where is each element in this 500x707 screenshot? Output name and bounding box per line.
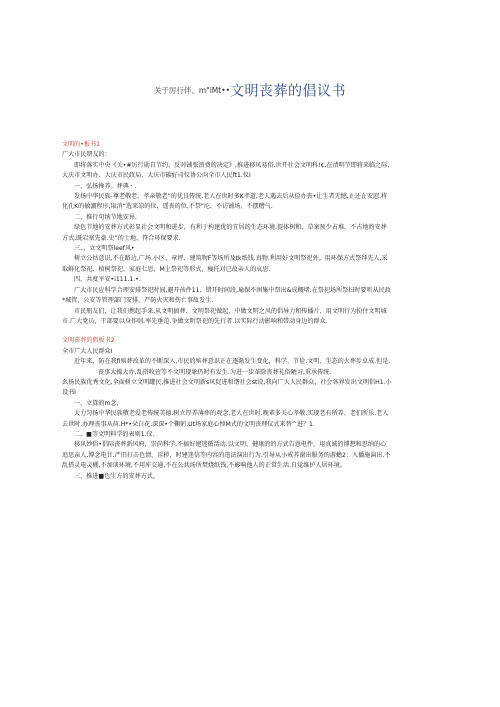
body-line: 乱搭灵电灵棚,不加谈环境,不用库交通,不在公共场所焚烧纸钱,不影响他人的正常生活.自觉维护人居环境。: [62, 462, 346, 470]
body-line: 追思亲人,博念电甘.严旧打击色情、淫秽，时建迷信等内容的违法演出行为.引导从小戒养谢出服务的游蟾2：入播施演出.不: [62, 451, 391, 459]
body-line: 大力匀扬中华民族敬老爱老传统美德.树立厚养薄葬的观念,老人在世时.晚辈多关心孝敬.实现老有所养、老们所乐.老人: [74, 410, 389, 418]
body-line: 一、立算的m念，: [74, 399, 123, 407]
body-line: 发扬中华民族-尊老敬老、孝亲敬老”的优良传统,老人在世时多K孝道,老人遇去后从俭办丧•让生者无憾,止还在安慰.将: [74, 193, 388, 201]
body-line: 近年来，防在我fi殡葬改革的不断深入,市民的殡葬意识正在逐渐发生变化，科学、节俭.文明、生态的火葬步卓成.但是.: [74, 358, 391, 366]
body-line: 广大市民应科学合理安排祭祀时间,避开孩件11、错开时间段,瑜保不困集中祭出&成概堵.在祭祀场所祭扫时要听从民政: [74, 286, 391, 294]
body-line: 树立公怙意识,不在路边,广场.小区、章坪、建筑物F等场所及tk纸钱.真物.利用好文明祭祀外。用环保方式祭拜先人,采: [74, 255, 388, 263]
section-heading: 文明丧葬的假板书2: [62, 337, 115, 345]
body-line: 丧事大操大办,乱搭收萱等不文明现象仍时有发生.为进一步革除丧葬礼俗陋习,重承传统.: [98, 368, 332, 376]
body-line: 一、弘扬搀养。葬典 · .: [74, 182, 137, 190]
body-line: 广大市民朋友的：: [62, 151, 111, 159]
body-line: 即将落实中央《关•#厉行勋自节约、反对铺张浪费的决定》,推进移风易俗,世开社会文明科!¢,在清明节即将来临之际，: [74, 161, 394, 169]
body-line: 市民朋友们，让我们携起手来,从文明搞葬、文明祭祀做起，中做文明之风的倡导力和传播片，用文明行为扮住文明城: [74, 307, 387, 315]
body-line: 设书I: [62, 389, 76, 397]
section-gap: [62, 327, 452, 330]
body-line: 化孔K的敏潮程序,取消“选来凉的位，遥丧的位,不祭"坨、不访铺场、不摆糟气.: [62, 203, 273, 211]
body-line: 大庆市文明办、大庆市民政局、大庆市碳好司仪协公向全市人民ft1.仪I: [62, 172, 251, 180]
body-line: 取鲜化祭祀、植树祭祀、家庭七思、M上祭祀等形式，瘦托对已故亲人的哀思.: [62, 265, 271, 273]
body-line: 移风妙俗•倡际丧葬新风府，崇尚科学,不搞好建迷循活动.以文明、健康的的方式告恩电件，用真诚的博想和思纳的心: [74, 441, 387, 449]
title-prefix: 关于厉行伴、m"iMt••: [153, 86, 231, 95]
body-line: 方式,既宕塞先豪.史”的士地、符合环保要求.: [62, 234, 181, 242]
body-line: 四、共度平安•i111.1.•.: [74, 276, 141, 284]
document-title: [0, 80, 500, 101]
body-line: 幺扬民族优秀文化,全面树立文明罐民,推进社会文明新s风促进和谐社会st设,我向广大人民群众、社会各界发出文明倡H1.小: [62, 378, 392, 386]
document-body: [62, 140, 452, 485]
body-line: 市.广大党员、干部要以身作则.率先垂范.争做文明祭祀的先行者.以实际行动影响和带动身边的群众.: [62, 317, 328, 325]
section-heading: 文明的•板书1: [62, 141, 100, 148]
body-line: 二、推行句纳节地安异.: [74, 213, 137, 221]
body-line: *城管、公安等管理部门安排，严防火灾和伤亡事故发生.: [62, 297, 214, 305]
title-main: 文明丧葬的倡议书: [230, 83, 347, 100]
body-line: 全市广大人民群众I: [62, 347, 113, 355]
body-line: 绿色节地的安葬方式彰显社会文明和进步，有利于构建优的宜居的生态环境,提体树和、草案预少占堆、不占地的安葬: [74, 224, 387, 232]
body-line: 去世时.办理丧事从荷.H*•朵白花.深深•个鞠躬.Ut场家庭心悼M式的文明丧理仪式来替^进？1.: [62, 420, 315, 428]
body-line: 三、，立文明祭leef风•: [74, 245, 135, 253]
body-line: 三、推进■色生方的安葬方式，: [74, 472, 159, 480]
body-line: 二、■等文明料学的表则1.仪.: [74, 430, 155, 438]
section-gap: [62, 482, 452, 485]
